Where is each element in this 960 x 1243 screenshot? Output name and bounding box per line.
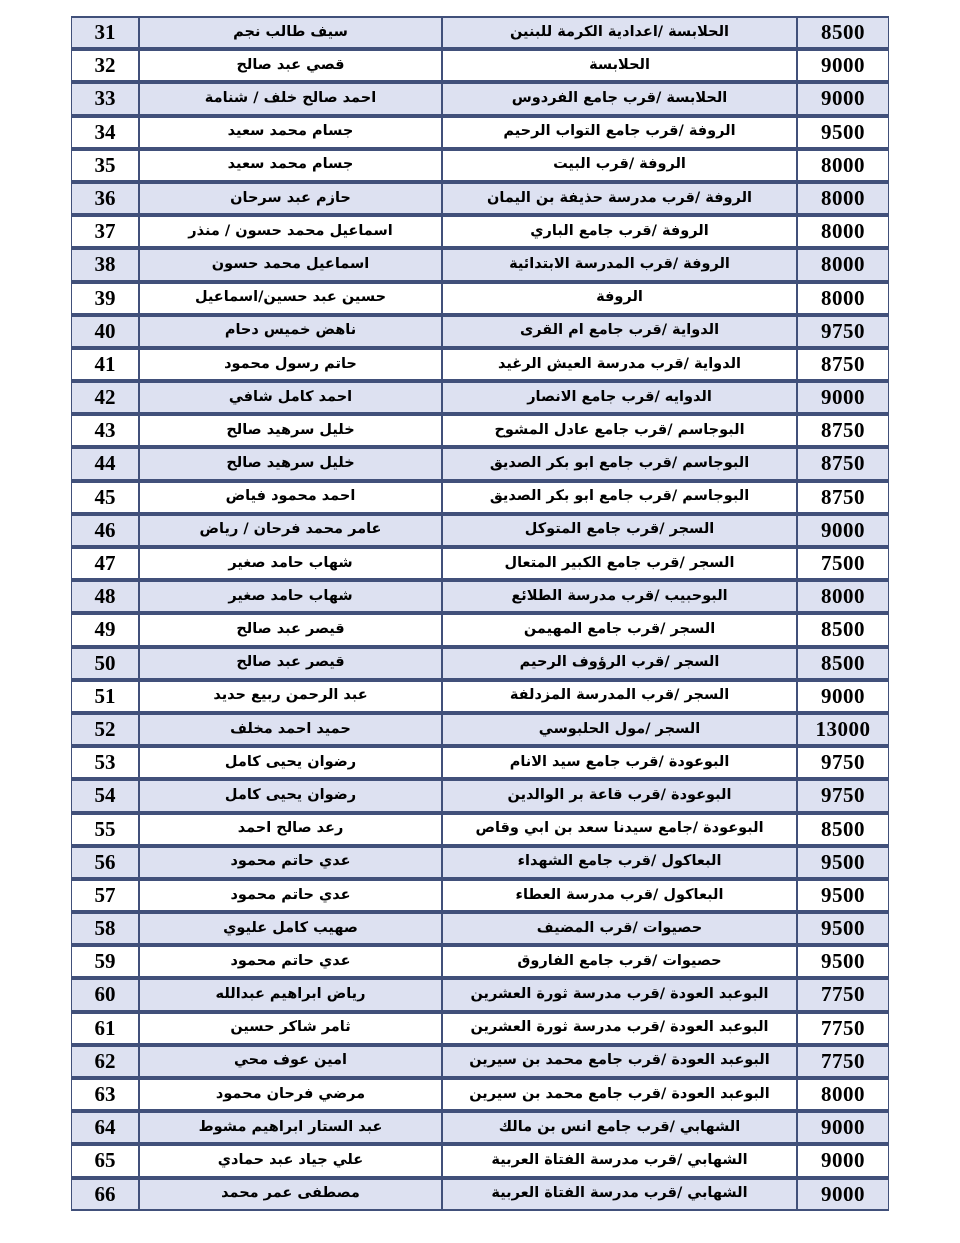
cell-row-index: 52 [71,713,139,746]
cell-amount: 7750 [797,978,889,1011]
cell-address: حصيوات /قرب المضيف [442,912,797,945]
cell-row-index: 31 [71,16,139,49]
cell-row-index: 34 [71,116,139,149]
cell-row-index: 45 [71,481,139,514]
cell-name: شهاب حامد صغير [139,547,442,580]
cell-name: عدي حاتم محمود [139,879,442,912]
cell-name: عبد الرحمن ربيع حديد [139,680,442,713]
cell-amount: 9000 [797,381,889,414]
cell-amount: 8000 [797,149,889,182]
table-row [71,547,889,580]
cell-row-index: 43 [71,414,139,447]
cell-amount: 9500 [797,846,889,879]
cell-row-index: 35 [71,149,139,182]
table-row [71,282,889,315]
table-row [71,414,889,447]
cell-name: جسام محمد سعيد [139,149,442,182]
table-row [71,1012,889,1045]
table-row [71,481,889,514]
cell-name: جسام محمد سعيد [139,116,442,149]
table-row [71,945,889,978]
cell-row-index: 60 [71,978,139,1011]
cell-name: خليل سرهيد صالح [139,447,442,480]
cell-row-index: 37 [71,215,139,248]
cell-amount: 8750 [797,481,889,514]
cell-address: البوجاسم /قرب جامع عادل المشوح [442,414,797,447]
cell-address: السجر /قرب الرؤوف الرحيم [442,647,797,680]
cell-amount: 8750 [797,447,889,480]
cell-row-index: 38 [71,248,139,281]
cell-row-index: 32 [71,49,139,82]
table-row [71,16,889,49]
table-row [71,912,889,945]
table-row [71,978,889,1011]
table-row [71,116,889,149]
cell-row-index: 59 [71,945,139,978]
cell-row-index: 63 [71,1078,139,1111]
cell-address: البوعبد العودة /قرب مدرسة ثورة العشرين [442,1012,797,1045]
cell-amount: 9500 [797,879,889,912]
table-row [71,447,889,480]
cell-amount: 7750 [797,1012,889,1045]
cell-name: مرضي فرحان محمود [139,1078,442,1111]
cell-row-index: 55 [71,813,139,846]
beneficiaries-table [71,16,889,1211]
cell-row-index: 42 [71,381,139,414]
cell-amount: 9500 [797,945,889,978]
cell-name: احمد محمود فياض [139,481,442,514]
cell-address: السجر /قرب جامع الكبير المتعال [442,547,797,580]
cell-row-index: 54 [71,779,139,812]
cell-row-index: 47 [71,547,139,580]
cell-row-index: 53 [71,746,139,779]
table-row [71,580,889,613]
cell-row-index: 51 [71,680,139,713]
table-row [71,613,889,646]
cell-name: ثامر شاكر حسين [139,1012,442,1045]
cell-amount: 8000 [797,248,889,281]
table-row [71,348,889,381]
table-row [71,779,889,812]
cell-name: قيصر عبد صالح [139,647,442,680]
cell-name: شهاب حامد صغير [139,580,442,613]
cell-amount: 9000 [797,680,889,713]
table-row [71,813,889,846]
table-row [71,182,889,215]
cell-row-index: 41 [71,348,139,381]
table-row [71,1178,889,1211]
cell-amount: 8500 [797,16,889,49]
cell-address: الروفة /قرب جامع الباري [442,215,797,248]
cell-name: علي جياد عبد حمادي [139,1144,442,1177]
cell-name: امين عوف محي [139,1045,442,1078]
cell-row-index: 50 [71,647,139,680]
cell-address: الروفة /قرب المدرسة الابتدائية [442,248,797,281]
cell-address: البوعودة /قرب قاعة بر الوالدين [442,779,797,812]
table-row [71,149,889,182]
cell-address: الروفة /قرب جامع التواب الرحيم [442,116,797,149]
cell-address: الشهابي /قرب مدرسة الفتاة العربية [442,1178,797,1211]
cell-address: البوعبد العودة /قرب جامع محمد بن سيرين [442,1078,797,1111]
cell-name: صهيب كامل عليوي [139,912,442,945]
cell-amount: 8750 [797,414,889,447]
cell-address: الروفة /قرب البيت [442,149,797,182]
cell-row-index: 58 [71,912,139,945]
cell-name: عدي حاتم محمود [139,945,442,978]
cell-amount: 9750 [797,746,889,779]
cell-name: رضوان يحيى كامل [139,779,442,812]
cell-name: خليل سرهيد صالح [139,414,442,447]
cell-name: عبد الستار ابراهيم مشوط [139,1111,442,1144]
cell-amount: 8500 [797,647,889,680]
cell-name: قصي عبد صالح [139,49,442,82]
cell-amount: 8000 [797,182,889,215]
cell-address: البوحبيب /قرب مدرسة الطلائع [442,580,797,613]
cell-row-index: 62 [71,1045,139,1078]
cell-address: السجر /قرب جامع المهيمن [442,613,797,646]
table-row [71,1111,889,1144]
cell-name: حسين عبد حسين/اسماعيل [139,282,442,315]
cell-name: حازم عبد سرحان [139,182,442,215]
table-row [71,746,889,779]
cell-address: البوعودة /جامع سيدنا سعد بن ابي وقاص [442,813,797,846]
cell-name: قيصر عبد صالح [139,613,442,646]
cell-address: السجر /قرب المدرسة المزدلفة [442,680,797,713]
cell-row-index: 56 [71,846,139,879]
cell-amount: 8750 [797,348,889,381]
table-row [71,713,889,746]
cell-address: الشهابي /قرب مدرسة الفتاة العربية [442,1144,797,1177]
table-row [71,1045,889,1078]
cell-row-index: 33 [71,82,139,115]
cell-address: البوجاسم /قرب جامع ابو بكر الصديق [442,481,797,514]
cell-address: السجر /قرب جامع المتوكل [442,514,797,547]
cell-row-index: 49 [71,613,139,646]
cell-amount: 9500 [797,912,889,945]
cell-row-index: 57 [71,879,139,912]
cell-amount: 9000 [797,49,889,82]
cell-row-index: 36 [71,182,139,215]
cell-amount: 8000 [797,1078,889,1111]
cell-name: سيف طالب نجم [139,16,442,49]
cell-name: عدي حاتم محمود [139,846,442,879]
cell-address: الدواية /قرب جامع ام القرى [442,315,797,348]
cell-row-index: 40 [71,315,139,348]
cell-amount: 8500 [797,613,889,646]
cell-row-index: 61 [71,1012,139,1045]
table-row [71,381,889,414]
cell-row-index: 64 [71,1111,139,1144]
cell-address: الدوايه /قرب جامع الانصار [442,381,797,414]
cell-amount: 8500 [797,813,889,846]
table-row [71,215,889,248]
cell-name: اسماعيل محمد حسون / منذر [139,215,442,248]
table-row [71,514,889,547]
cell-amount: 9500 [797,116,889,149]
cell-amount: 7750 [797,1045,889,1078]
cell-address: الروفة /قرب مدرسة حذيفة بن اليمان [442,182,797,215]
cell-row-index: 44 [71,447,139,480]
cell-address: البوعودة /قرب جامع سيد الانام [442,746,797,779]
cell-row-index: 39 [71,282,139,315]
cell-amount: 9000 [797,82,889,115]
cell-address: الشهابي /قرب جامع انس بن مالك [442,1111,797,1144]
cell-amount: 13000 [797,713,889,746]
cell-name: ناهض خميس دحام [139,315,442,348]
table-row [71,680,889,713]
table-body [71,16,889,1211]
cell-address: البوعبد العودة /قرب مدرسة ثورة العشرين [442,978,797,1011]
cell-name: اسماعيل محمد حسون [139,248,442,281]
cell-amount: 7500 [797,547,889,580]
cell-row-index: 48 [71,580,139,613]
cell-name: حميد احمد مخلف [139,713,442,746]
cell-row-index: 66 [71,1178,139,1211]
cell-amount: 9000 [797,1144,889,1177]
cell-address: الحلابسة /قرب جامع الفردوس [442,82,797,115]
cell-address: الروفة [442,282,797,315]
cell-amount: 9000 [797,1111,889,1144]
cell-row-index: 46 [71,514,139,547]
cell-name: رعد صالح احمد [139,813,442,846]
cell-name: رضوان يحيى كامل [139,746,442,779]
cell-amount: 9750 [797,315,889,348]
cell-address: الدواية /قرب مدرسة العيش الرغيد [442,348,797,381]
cell-address: البوجاسم /قرب جامع ابو بكر الصديق [442,447,797,480]
cell-amount: 8000 [797,580,889,613]
cell-name: حاتم رسول محمود [139,348,442,381]
cell-name: مصطفى عمر محمد [139,1178,442,1211]
table-row [71,1144,889,1177]
table-row [71,315,889,348]
cell-name: رياض ابراهيم عبدالله [139,978,442,1011]
cell-amount: 9000 [797,1178,889,1211]
cell-address: البعاكول /قرب مدرسة العطاء [442,879,797,912]
table-row [71,248,889,281]
table-row [71,1078,889,1111]
table-row [71,879,889,912]
cell-amount: 9000 [797,514,889,547]
cell-address: البوعبد العودة /قرب جامع محمد بن سيرين [442,1045,797,1078]
cell-address: السجر /مول الحلبوسي [442,713,797,746]
cell-name: احمد صالح خلف / شنامة [139,82,442,115]
table-row [71,846,889,879]
cell-name: احمد كامل شافي [139,381,442,414]
cell-name: عامر محمد فرحان / رياض [139,514,442,547]
cell-address: الحلابسة [442,49,797,82]
cell-amount: 8000 [797,215,889,248]
table-row [71,82,889,115]
cell-address: حصيوات /قرب جامع الفاروق [442,945,797,978]
cell-row-index: 65 [71,1144,139,1177]
cell-amount: 8000 [797,282,889,315]
cell-amount: 9750 [797,779,889,812]
cell-address: الحلابسة /اعدادية الكرمة للبنين [442,16,797,49]
cell-address: البعاكول /قرب جامع الشهداء [442,846,797,879]
table-row [71,49,889,82]
table-row [71,647,889,680]
